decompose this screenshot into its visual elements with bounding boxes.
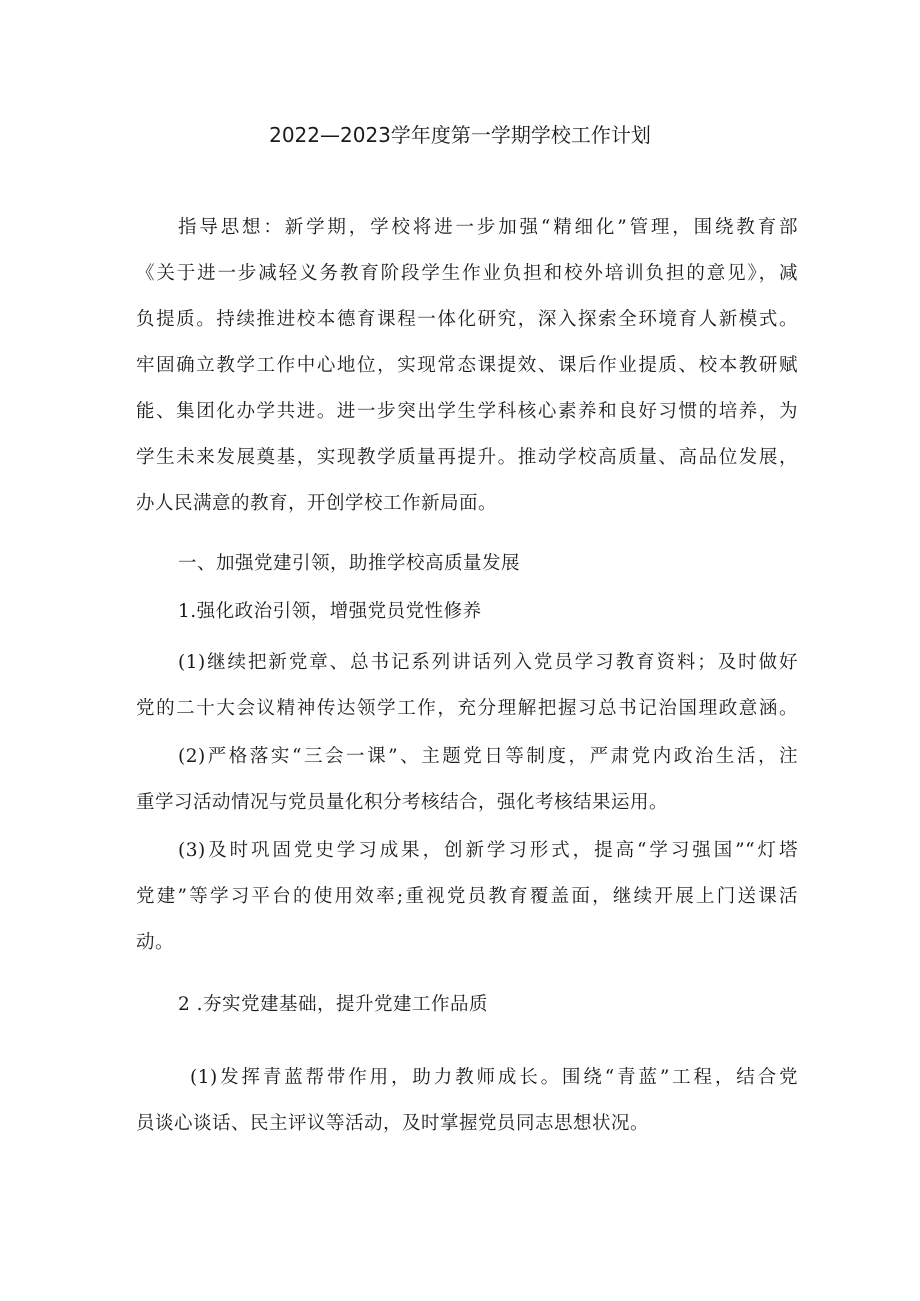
- text-line: (3)及时巩固党史学习成果，创新学习形式，提高“学习强国”“灯塔: [178, 840, 798, 861]
- paragraph-guiding-thought: [136, 205, 798, 527]
- list-item: [136, 734, 798, 826]
- text-line: 员谈心谈话、民主评议等活动，及时掌握党员同志思想状况。: [136, 1113, 650, 1134]
- text-line: 学生未来发展奠基，实现教学质量再提升。推动学校高质量、高品位发展，: [136, 447, 798, 468]
- text-line: (2)严格落实“三会一课”、主题党日等制度，严肃党内政治生活，注: [178, 746, 798, 767]
- text-line: 党建”等学习平台的使用效率;重视党员教育覆盖面，继续开展上门送课活: [136, 886, 798, 907]
- text-line: 《关于进一步减轻义务教育阶段学生作业负担和校外培训负担的意见》，减: [136, 263, 798, 284]
- text-line: 1.强化政治引领，增强党员党性修养: [178, 601, 482, 622]
- text-line: 能、集团化办学共进。进一步突出学生学科核心素养和良好习惯的培养，为: [136, 401, 798, 422]
- text-line: 负提质。持续推进校本德育课程一体化研究，深入探索全环境育人新模式。: [136, 309, 798, 330]
- text-line: 动。: [136, 932, 175, 953]
- list-item: [136, 1055, 798, 1147]
- text-line: (1)继续把新党章、总书记系列讲话列入党员学习教育资料；及时做好: [178, 652, 798, 673]
- text-line: 党的二十大会议精神传达领学工作，充分理解把握习总书记治国理政意涵。: [136, 698, 798, 719]
- text-line: (1)发挥青蓝帮带作用，助力教师成长。围绕“青蓝”工程，结合党: [190, 1067, 798, 1088]
- subsection-heading: [136, 589, 798, 635]
- page-title: 2022—2023学年度第一学期学校工作计划: [269, 123, 651, 147]
- text-line: 牢固确立教学工作中心地位，实现常态课提效、课后作业提质、校本教研赋: [136, 355, 798, 376]
- text-line: 2 .夯实党建基础，提升党建工作品质: [178, 994, 489, 1015]
- text-line: 指导思想：新学期，学校将进一步加强“精细化”管理，围绕教育部: [178, 217, 798, 238]
- list-item: [136, 828, 798, 966]
- text-line: 一、加强党建引领，助推学校高质量发展: [178, 553, 521, 574]
- list-item: [136, 640, 798, 732]
- text-line: 办人民满意的教育，开创学校工作新局面。: [136, 493, 498, 514]
- text-line: 重学习活动情况与党员量化积分考核结合，强化考核结果运用。: [136, 792, 669, 813]
- section-heading: [136, 541, 798, 587]
- subsection-heading: [136, 982, 798, 1028]
